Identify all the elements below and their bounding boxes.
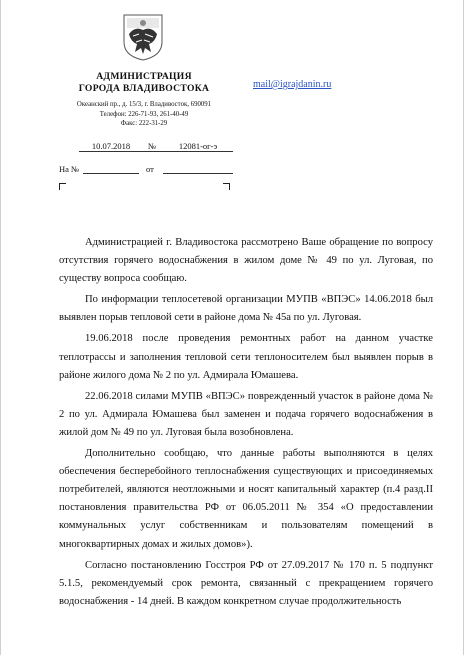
body-paragraph: Администрацией г. Владивостока рассмотрено Ваше обращение по вопросу отсутствия горячего водоснабжения в жилом доме № 49 по ул. Луговая, по существу вопроса сообщаю.: [59, 237, 433, 285]
city-coat-of-arms-icon: [121, 12, 165, 62]
org-fax: Факс: 222-31-29: [120, 120, 168, 128]
registration-date: 10.07.2018: [91, 141, 131, 151]
registration-number-label: №: [148, 141, 157, 151]
body-paragraph: 19.06.2018 после проведения ремонтных работ на данном участке теплотрассы и заполнения тепловой сети теплоносителем был выявлен порыв в районе жилого дома № 2 по ул. Адмирала Юмашева.: [59, 333, 433, 381]
reference-number-label: На №: [59, 164, 80, 174]
org-title-line1: АДМИНИСТРАЦИЯ: [96, 71, 192, 82]
body-paragraph: Дополнительно сообщаю, что данные работы выполняются в целях обеспечения бесперебойного теплоснабжения существующих и присоединяемых потребителей, являются неотложными и носят капитальный характер (п.4 разд.II постановления правительства РФ от 06.05.2011 № 354 «О предоставлении коммунальных услуг собственникам и пользователям помещений в многоквартирных домах и жилых домов»).: [59, 448, 433, 550]
org-title-line2: ГОРОДА ВЛАДИВОСТОКА: [78, 83, 210, 94]
body-paragraph: Согласно постановлению Госстроя РФ от 27.09.2017 № 170 п. 5 подпункт 5.1.5, рекомендуемый срок ремонта, связанный с прекращением горячего водоснабжения - 14 дней. В каждом конкретном случае продолжительность: [59, 559, 433, 607]
org-phone: Телефон: 226-71-93, 261-40-49: [99, 110, 189, 118]
reference-date-label: от: [146, 164, 154, 174]
address-corner-left: [59, 183, 66, 190]
registration-number: 12081-ог-э: [178, 141, 218, 151]
email-link[interactable]: mail@igrajdanin.ru: [253, 79, 332, 90]
registration-underline: [79, 151, 233, 152]
letter-body: [59, 234, 433, 614]
organization-block: [41, 71, 247, 129]
address-corner-right: [223, 183, 230, 190]
reference-date-blank: [163, 173, 233, 174]
reference-number-blank: [83, 173, 139, 174]
org-address: Океанский пр., д. 15/3, г. Владивосток, 690091: [76, 101, 212, 108]
body-paragraph: По информации теплосетевой организации МУПВ «ВПЭС» 14.06.2018 был выявлен порыв тепловой сети в районе дома № 45а по ул. Луговая.: [59, 294, 433, 324]
body-paragraph: 22.06.2018 силами МУПВ «ВПЭС» поврежденный участок в районе дома № 2 по ул. Адмирала Юмашева был заменен и подача горячего водоснабжения в жилой дом № 49 по ул. Луговая была возобновлена.: [59, 390, 433, 438]
